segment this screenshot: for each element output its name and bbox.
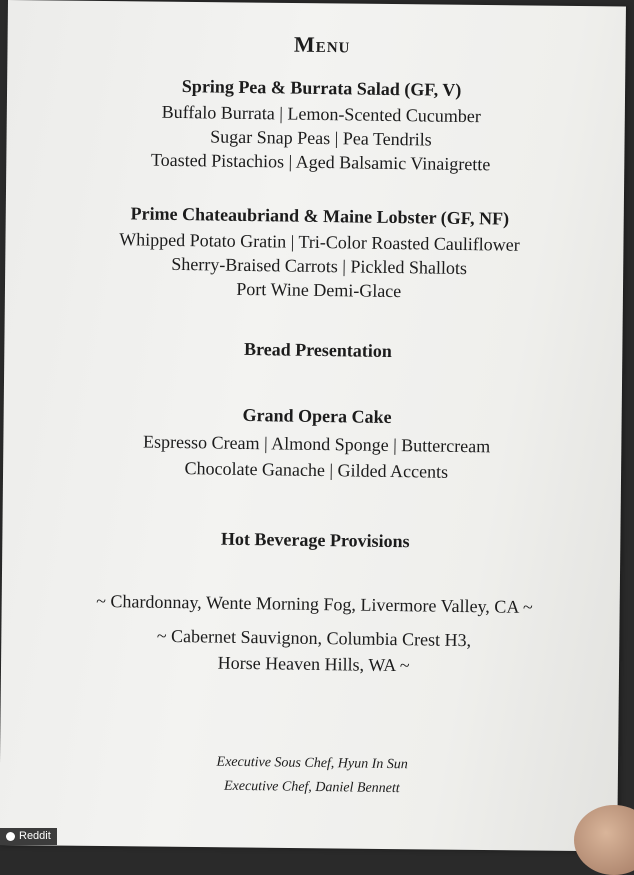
reddit-watermark: [0, 828, 57, 845]
course-title: Prime Chateaubriand & Maine Lobster (GF, NF): [130, 203, 510, 229]
wine-line: ~ Chardonnay, Wente Morning Fog, Livermore Valley, CA ~: [96, 590, 533, 617]
course-title: Hot Beverage Provisions: [220, 528, 410, 552]
menu-title: Menu: [293, 31, 351, 58]
course-line: Chocolate Ganache | Gilded Accents: [184, 458, 449, 482]
wine-line: Horse Heaven Hills, WA ~: [217, 652, 410, 676]
reddit-icon: [6, 832, 15, 841]
course-line: Sugar Snap Peas | Pea Tendrils: [210, 126, 432, 150]
course-title: Bread Presentation: [243, 338, 393, 361]
course-line: Sherry-Braised Carrots | Pickled Shallots: [171, 253, 468, 279]
course-line: Buffalo Burrata | Lemon-Scented Cucumber: [161, 101, 481, 127]
reddit-label: Reddit: [19, 830, 51, 842]
course-line: Espresso Cream | Almond Sponge | Buttercream: [142, 431, 491, 457]
chef-credit: Executive Chef, Daniel Bennett: [223, 778, 400, 797]
course-line: Whipped Potato Gratin | Tri-Color Roasted Cauliflower: [119, 229, 520, 255]
chef-credit: Executive Sous Chef, Hyun In Sun: [216, 754, 408, 773]
course-title: Grand Opera Cake: [242, 404, 392, 427]
wine-line: ~ Cabernet Sauvignon, Columbia Crest H3,: [156, 625, 472, 651]
course-line: Port Wine Demi-Glace: [236, 278, 402, 302]
course-title: Spring Pea & Burrata Salad (GF, V): [181, 76, 462, 100]
course-line: Toasted Pistachios | Aged Balsamic Vinaigrette: [150, 149, 491, 175]
